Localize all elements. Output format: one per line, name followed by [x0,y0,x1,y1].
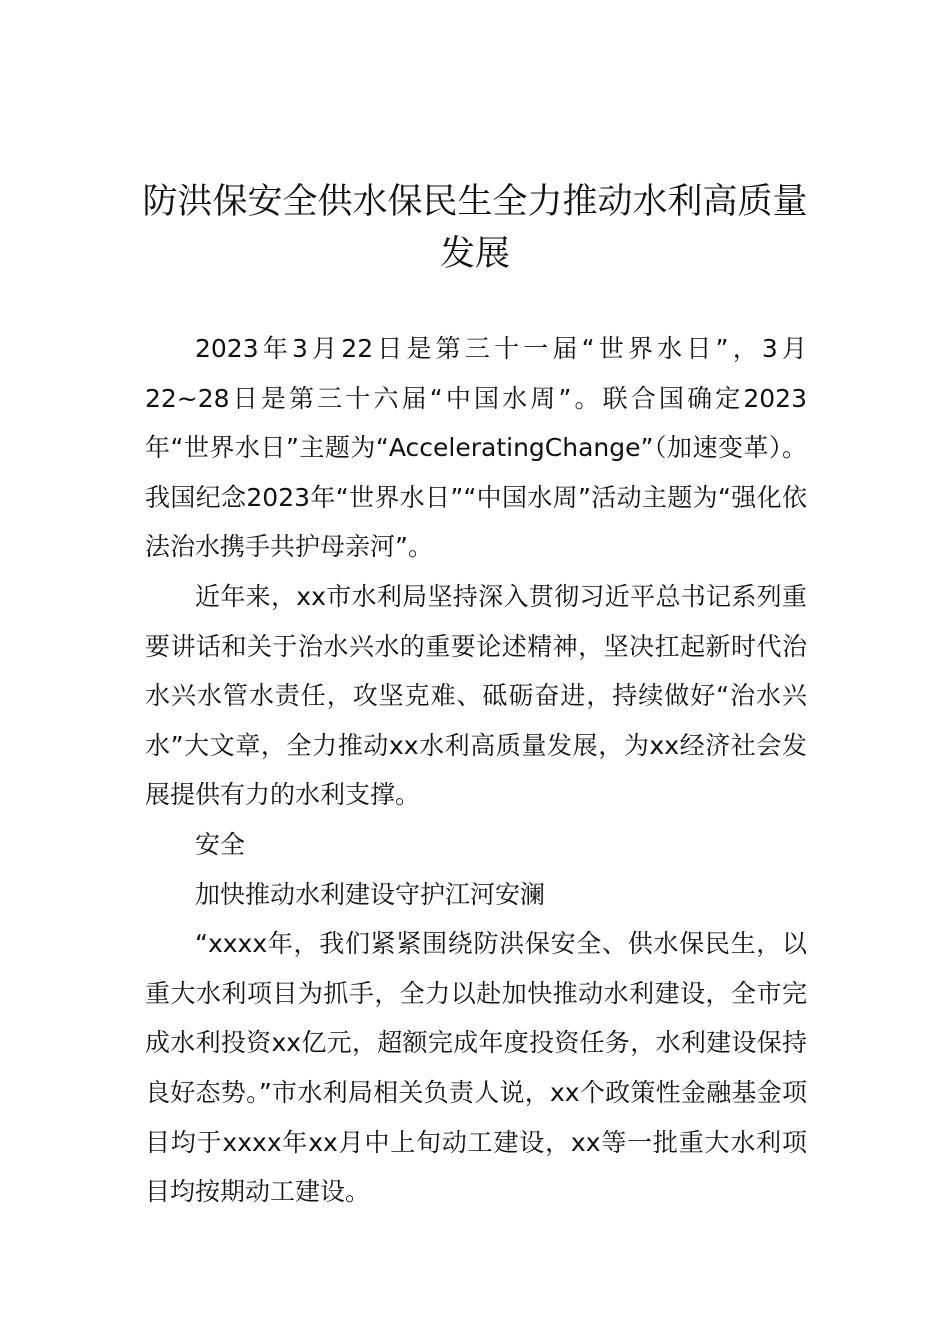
paragraph-world-water-day: 2023年3月22日是第三十一届“世界水日”，3月22~28日是第三十六届“中国水周”。联合国确定2023年“世界水日”主题为“AcceleratingChange”（加速变革）。我国纪念2023年“世界水日”“中国水周”活动主题为“强化依法治水携手共护母亲河”。 [145,334,807,562]
paragraph-recent-years: 近年来，xx市水利局坚持深入贯彻习近平总书记系列重要讲话和关于治水兴水的重要论述精神，坚决扛起新时代治水兴水管水责任，攻坚克难、砥砺奋进，持续做好“治水兴水”大文章，全力推动xx水利高质量发展，为xx经济社会发展提供有力的水利支撑。 [145,581,807,810]
document-title: 防洪保安全供水保民生全力推动水利高质量发展 [142,182,808,274]
section-heading-safety: 安全 [195,829,246,859]
paragraph-investment: “xxxx年，我们紧紧围绕防洪保安全、供水保民生，以重大水利项目为抓手，全力以赴加快推动水利建设，全市完成水利投资xx亿元，超额完成年度投资任务，水利建设保持良好态势。”市水利局相关负责人说，xx个政策性金融基金项目均于xxxx年xx月中上旬动工建设，xx等一批重大水利项目均按期动工建设。 [145,929,807,1207]
subheading-water-construction: 加快推动水利建设守护江河安澜 [195,879,546,909]
document-body [145,324,807,1217]
